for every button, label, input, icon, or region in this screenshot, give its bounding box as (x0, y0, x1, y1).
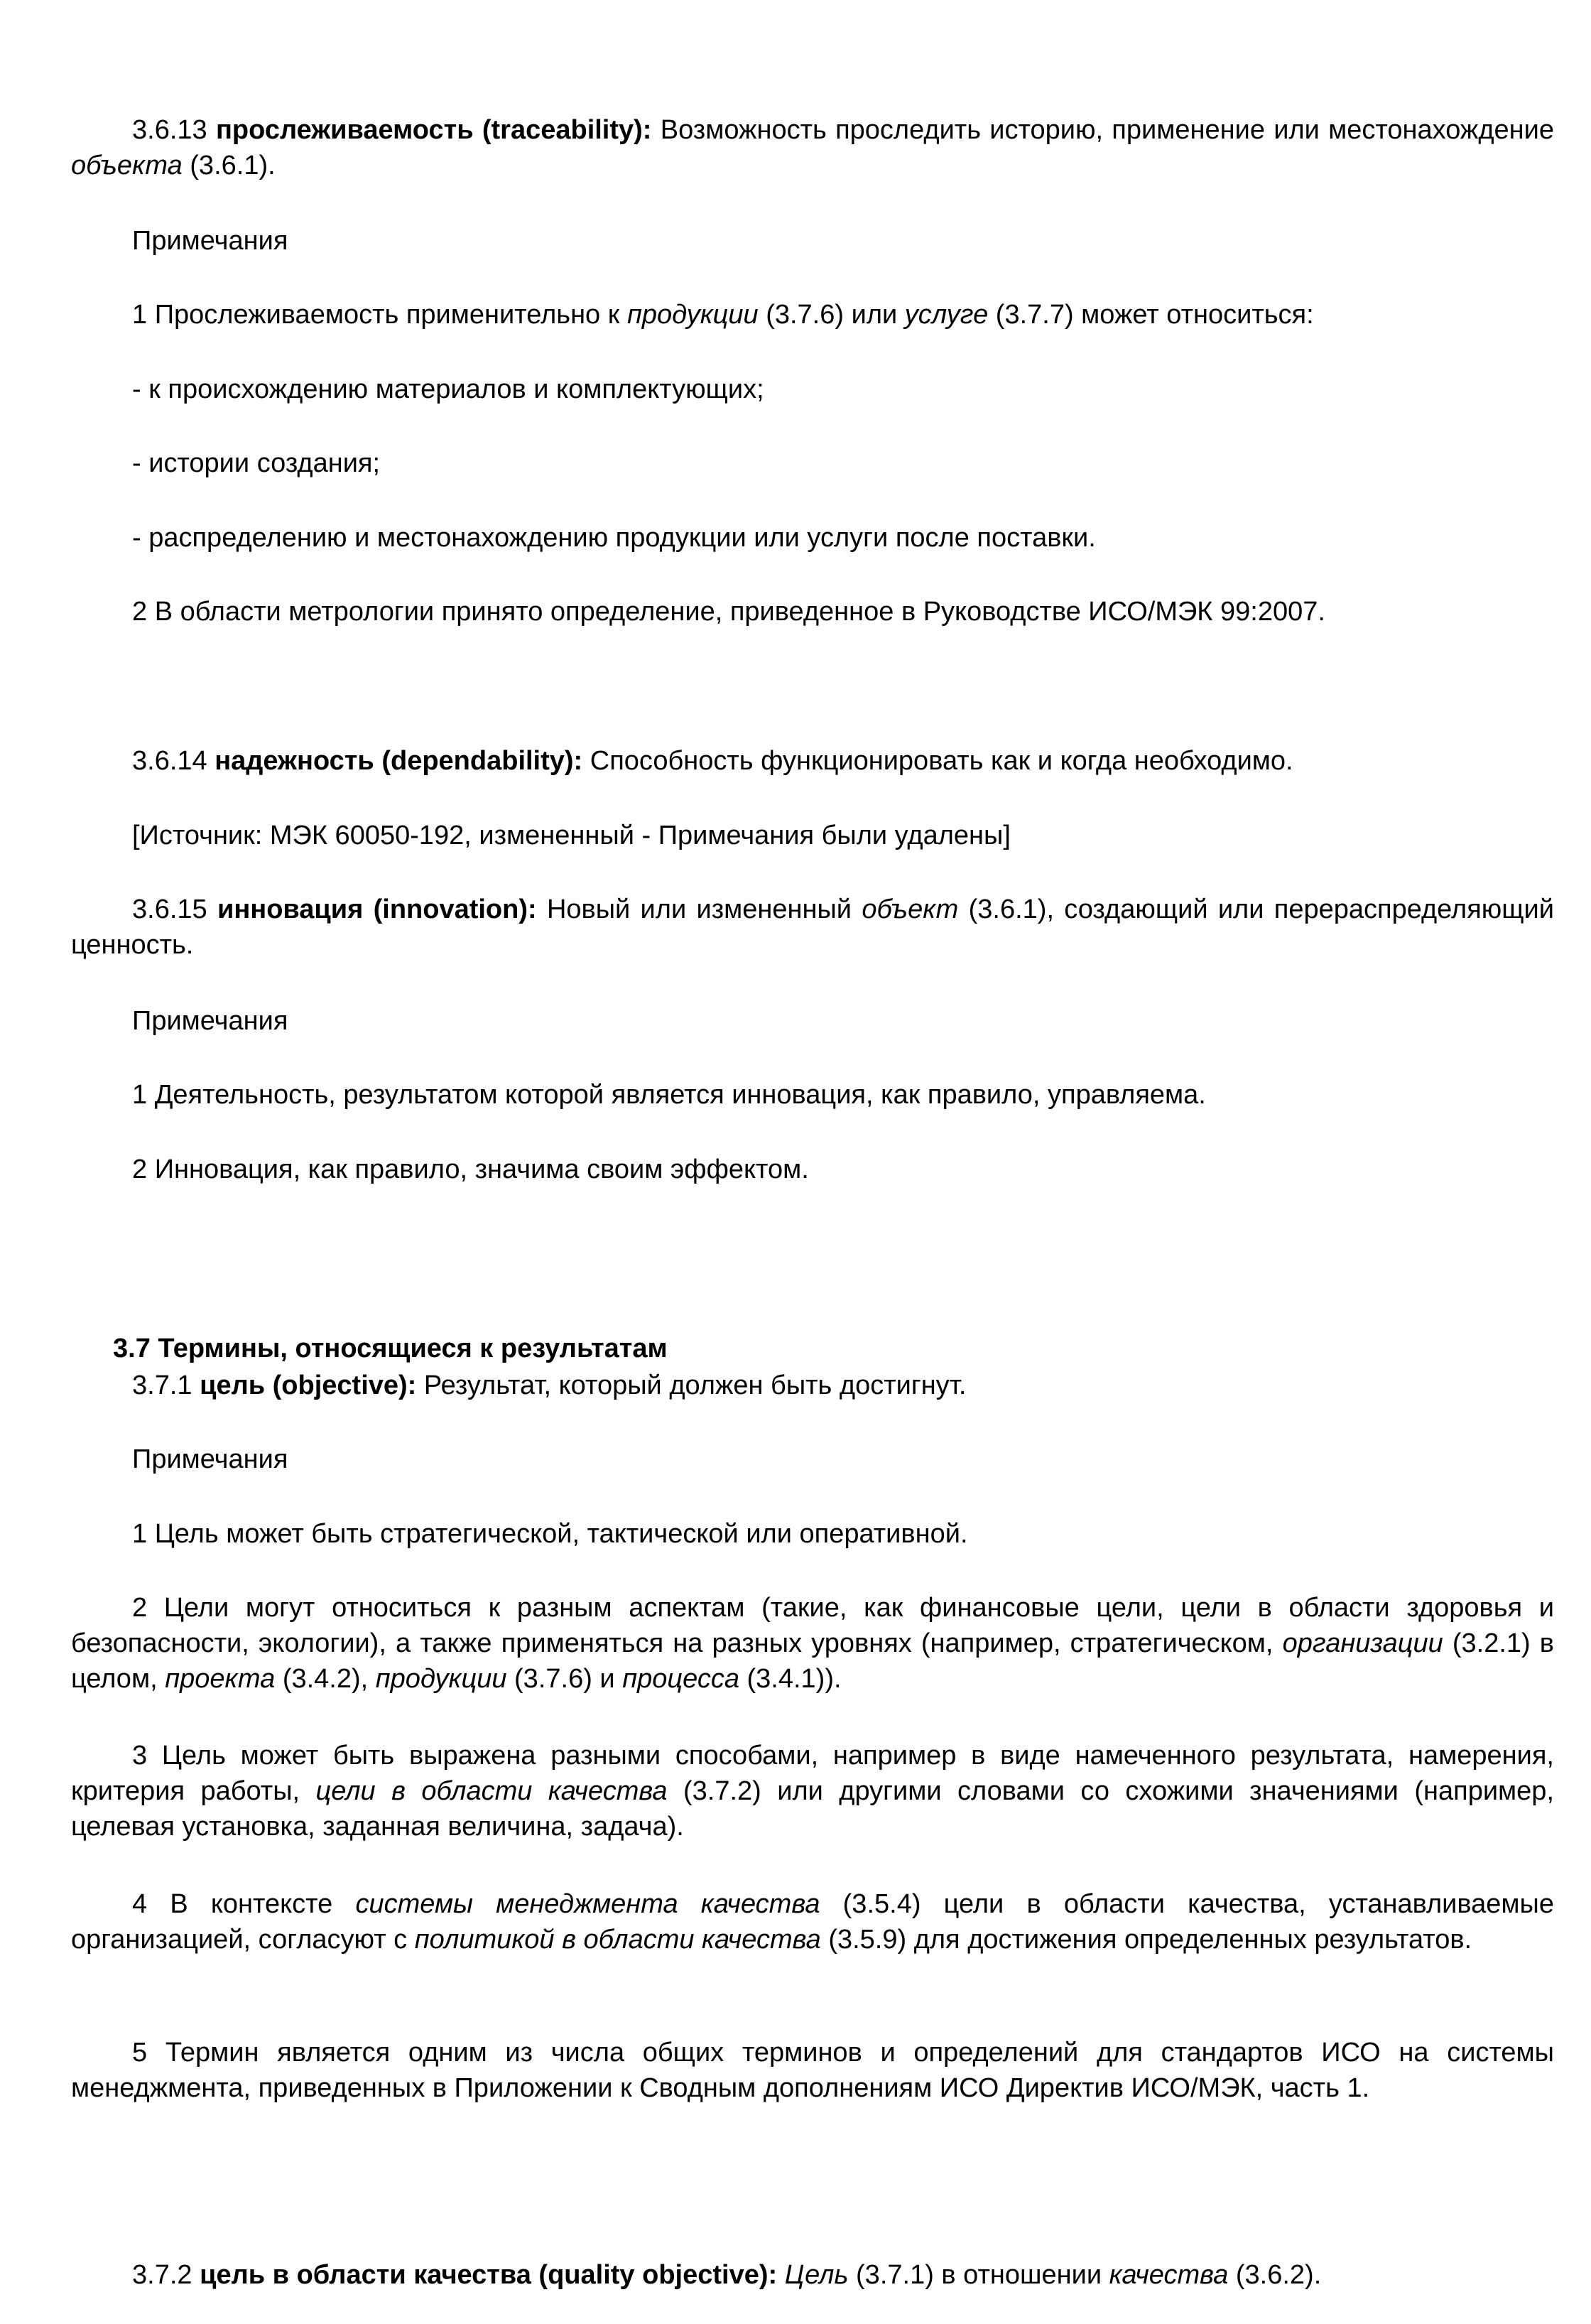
entry-number: 3.7.2 (132, 2260, 192, 2290)
note-2 (71, 1590, 1554, 1697)
definition-text: Возможность проследить историю, применение или местонахождение (660, 115, 1554, 145)
definition-text: (3.6.1), создающий или перераспределяющий ценность. (71, 895, 1555, 960)
note-text: (3.5.4) цели в области качества, устанавливаемые организацией, согласуют с (71, 1889, 1554, 1955)
term-reference: процесса (622, 1664, 739, 1694)
entry-3-7-1-definition (71, 1368, 1554, 1403)
note-2: 2 Инновация, как правило, значима своим эффектом. (132, 1155, 809, 1184)
note-text: (3.4.2), (282, 1664, 369, 1694)
term: надежность (dependability): (215, 746, 583, 776)
note-1: 1 Цель может быть стратегической, тактической или оперативной. (132, 1519, 968, 1549)
reference-number: (3.6.1). (190, 151, 276, 180)
term-reference: продукции (626, 300, 759, 330)
entry-3-7-2-definition (71, 2257, 1554, 2293)
term-reference: объект (862, 895, 959, 924)
definition-text: Новый или измененный (546, 895, 852, 924)
note-5: 5 Термин является одним из числа общих терминов и определений для стандартов ИСО на системы менеджмента, приведенных в Приложении к Сводным дополнениям ИСО Директив ИСО/МЭК, часть 1. (71, 2038, 1554, 2103)
term-reference: продукции (375, 1664, 507, 1694)
note-text: (3.4.1)). (746, 1664, 842, 1694)
term: цель в области качества (quality objective): (200, 2260, 778, 2290)
note-text: (3.7.6) и (514, 1664, 615, 1694)
term-reference: политикой в области качества (414, 1925, 821, 1955)
note-text: (3.2.1) в целом, (71, 1628, 1554, 1694)
notes-label: Примечания (132, 226, 288, 256)
note-1: 1 Деятельность, результатом которой является инновация, как правило, управляема. (132, 1080, 1206, 1110)
definition-text: Способность функционировать как и когда необходимо. (590, 746, 1293, 776)
term-reference: услуге (904, 300, 989, 330)
note-3 (71, 1738, 1554, 1844)
note-text: (3.7.6) или (766, 300, 898, 330)
entry-number: 3.6.13 (132, 115, 207, 145)
term: прослеживаемость (traceability): (215, 115, 652, 145)
source-note: [Источник: МЭК 60050-192, измененный - Примечания были удалены] (132, 821, 1011, 850)
term: инновация (innovation): (217, 895, 537, 924)
note-text: (3.7.7) может относиться: (995, 300, 1314, 330)
note-text: 4 В контексте (132, 1889, 333, 1919)
entry-3-6-14-definition (71, 743, 1554, 779)
entry-number: 3.6.15 (132, 895, 207, 924)
entry-number: 3.7.1 (132, 1371, 192, 1400)
term-reference: цели в области качества (315, 1776, 668, 1806)
note-text: 2 Цели могут относиться к разным аспектам (такие, как финансовые цели, цели в области здоровья и безопасности, экологии), а также применяться на разных уровнях (например, стратегическом, (71, 1593, 1554, 1658)
notes-label: Примечания (132, 1006, 288, 1036)
section-heading: 3.7 Термины, относящиеся к результатам (113, 1334, 668, 1363)
entry-number: 3.6.14 (132, 746, 207, 776)
list-item: - к происхождению материалов и комплектующих; (132, 374, 764, 404)
term-reference: организации (1282, 1628, 1443, 1658)
note-1 (71, 297, 1554, 333)
notes-label: Примечания (132, 1444, 288, 1474)
note-text: (3.7.2) или другими словами со схожими значениями (например, целевая установка, заданная величина, задача). (71, 1776, 1555, 1842)
note-text: 3 Цель может быть выражена разными способами, например в виде намеченного результата, намерения, критерия работы, (71, 1741, 1554, 1806)
entry-3-6-13-definition (71, 112, 1554, 183)
term-reference: системы менеджмента качества (355, 1889, 820, 1919)
note-text: (3.5.9) для достижения определенных результатов. (828, 1925, 1472, 1955)
definition-text: (3.7.1) в отношении (856, 2260, 1102, 2290)
term-reference: проекта (165, 1664, 276, 1694)
entry-3-6-15-definition (71, 892, 1554, 963)
term: цель (objective): (200, 1371, 417, 1400)
note-text: 1 Прослеживаемость применительно к (132, 300, 620, 330)
note-4 (71, 1886, 1554, 1957)
note-2: 2 В области метрологии принято определение, приведенное в Руководстве ИСО/МЭК 99:2007. (132, 597, 1325, 627)
list-item: - истории создания; (132, 448, 381, 478)
definition-text: Результат, который должен быть достигнут. (423, 1371, 967, 1400)
term-reference: качества (1109, 2260, 1229, 2290)
list-item: - распределению и местонахождению продукции или услуги после поставки. (132, 523, 1096, 553)
term-reference: Цель (784, 2260, 849, 2290)
term-reference: объекта (71, 151, 183, 180)
reference-number: (3.6.2). (1235, 2260, 1322, 2290)
